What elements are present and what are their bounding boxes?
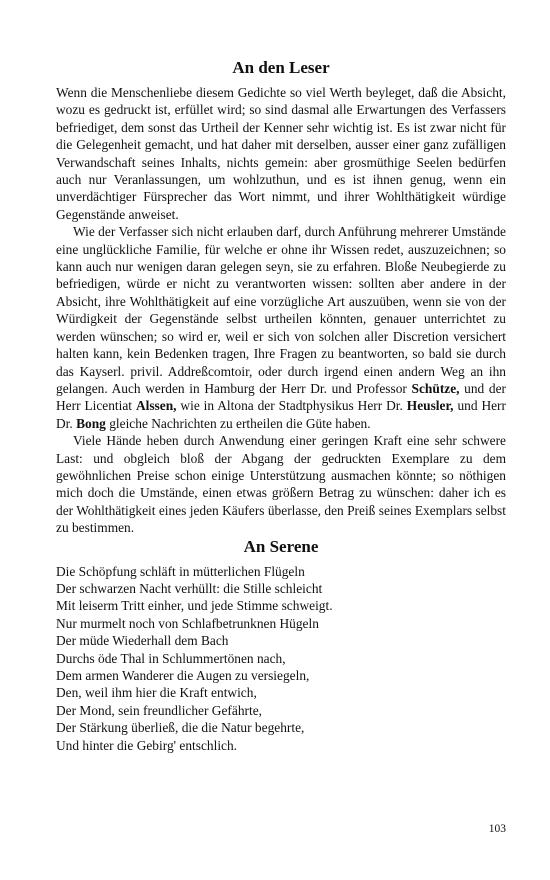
poem-line: Der Stärkung überließ, die die Natur begehrte, xyxy=(56,720,305,736)
poem-line: Den, weil ihm hier die Kraft entwich, xyxy=(56,685,257,701)
preface-paragraph-2-text: wie in Altona der Stadtphysikus Herr Dr. xyxy=(176,398,407,414)
preface-paragraph-2-text: gleiche Nachrichten zu ertheilen die Güte haben. xyxy=(105,415,371,431)
preface-title: An den Leser xyxy=(232,58,330,77)
poem-line: Der schwarzen Nacht verhüllt: die Stille schleicht xyxy=(56,580,323,596)
preface-paragraph-2-text: und Herr Dr. xyxy=(56,398,506,431)
poem-line: Dem armen Wanderer die Augen zu versiegeln, xyxy=(56,668,310,683)
name-heusler: Heusler, xyxy=(406,398,454,414)
name-bong: Bong xyxy=(76,415,106,431)
book-page xyxy=(56,58,506,754)
poem-line: Mit leiserm Tritt einher, und jede Stimme schweigt. xyxy=(56,598,333,614)
poem-line: Der müde Wiederhall dem Bach xyxy=(56,633,229,649)
preface-paragraph-3: Viele Hände heben durch Anwendung einer geringen Kraft eine sehr schwere Last: und obgleich bloß der Abgang der gedruckten Exemplare zu dem gewöhnlichen Preise schon einige Unterstützung ausmachen könnte; so nöthigen mich doch die Umstände, einen etwas größern Betrag zu wünschen: daher ich es der Wohlthätigkeit eines jeden Käufers überlasse, den Preiß seines Exemplars selbst zu bestimmen. xyxy=(56,433,506,536)
poem-title: An Serene xyxy=(243,536,319,556)
poem-line: Der Mond, sein freundlicher Gefährte, xyxy=(56,702,262,718)
poem-line: Und hinter die Gebirg' entschlich. xyxy=(56,737,238,753)
name-alssen: Alssen, xyxy=(135,398,177,414)
name-schuetze: Schütze, xyxy=(411,380,460,396)
preface-paragraph-2 xyxy=(56,223,506,432)
preface-paragraph-1: Wenn die Menschenliebe diesem Gedichte so viel Werth beyleget, daß die Absicht, wozu es gedruckt ist, erfüllet wird; so sind dasmal alle Erwartungen des Verfassers befriediget, dem sonst das Urtheil der Kenner sehr wichtig ist. Es ist zwar nicht für die Gelegenheit gemacht, und hat daher mit derselben, ausser einer ganz zufälligen Verwandschaft seines Inhalts, nichts gemein: aber grosmüthige Seelen bedürfen auch nur Veranlassungen, um wohlzuthun, und es ist ihnen genug, wenn ein unverdächtiger Fürsprecher das Wort nimmt, und ihrer Wohlthätigkeit würdige Gegenstände anweiset. xyxy=(56,85,506,222)
page-number: 103 xyxy=(488,823,506,835)
preface-paragraph-2-text: Wie der Verfasser sich nicht erlauben darf, durch Anführung mehrerer Umstände eine unglückliche Familie, für welche er ohne ihr Wissen redet, auszuzeichnen; so kann auch nur wenigen daran gelegen seyn, sie zu erfahren. Bloße Neubegierde zu befriedigen, würde er nicht zu verantworten wissen: sollten aber andere in der Absicht, ihre Wohlthätigkeit auf eine vorzügliche Art auszuüben, wenn sie von der Würdigkeit der Gegenstände selbst urtheilen könnten, genauer unterrichtet zu werden wünschen; so wird er, weil er sich von solchen aller Discretion versichert halten kann, kein Bedenken tragen, Ihre Fragen zu beantworten, so bald sie durch das Kayserl. privil. Addreßcomtoir, oder durch irgend einen andern Weg an ihn gelangen. Auch werden in Hamburg der Herr Dr. und Professor xyxy=(56,224,506,396)
poem-line: Nur murmelt noch von Schlafbetrunknen Hügeln xyxy=(56,615,319,631)
poem-body xyxy=(56,563,506,754)
preface-paragraph-2-text: und der Herr Licentiat xyxy=(56,380,506,414)
poem-line: Die Schöpfung schläft in mütterlichen Flügeln xyxy=(56,563,305,579)
poem-line: Durchs öde Thal in Schlummertönen nach, xyxy=(56,650,286,666)
